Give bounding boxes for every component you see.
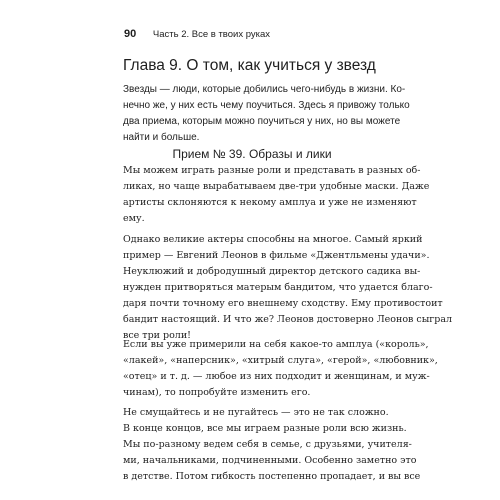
paragraph-4-cont — [123, 469, 421, 485]
text-line: «отец» и т. д. — любое из них подходит и женщинам, и муж- — [123, 371, 430, 382]
running-header — [124, 28, 270, 40]
text-line: «лакей», «наперсник», «хитрый слуга», «герой», «любовник», — [123, 355, 438, 366]
text-line: В конце концов, все мы играем разные роли всю жизнь. — [123, 423, 407, 434]
text-line: два приема, которым можно поучиться у них, но вы можете — [123, 116, 401, 127]
text-line: Не смущайтесь и не пугайтесь — это не так сложно. — [123, 407, 389, 418]
text-line: даря почти точному его внешнему сходству. Ему противостоит — [123, 298, 443, 309]
paragraph-2 — [123, 232, 453, 344]
text-line: Неуклюжий и добродушный директор детского садика вы- — [123, 266, 421, 277]
text-line: Звезды — люди, которые добились чего-нибудь в жизни. Ко- — [123, 84, 406, 95]
text-line: нужден притворяться матерым бандитом, что удается благо- — [123, 282, 433, 293]
text-line: все три роли! — [123, 330, 191, 341]
paragraph-1 — [123, 163, 430, 227]
text-line: пример — Евгений Леонов в фильме «Джентльмены удачи». — [123, 250, 430, 261]
intro-paragraph — [123, 82, 410, 146]
chapter-title: Глава 9. О том, как учиться у звезд — [123, 57, 376, 74]
text-line: чинам), то попробуйте изменить его. — [123, 387, 311, 398]
text-line: ми, начальниками, подчиненными. Особенно заметно это — [123, 455, 417, 466]
technique-title: Прием № 39. Образы и лики — [172, 147, 332, 161]
part-title: Часть 2. Все в твоих руках — [152, 29, 271, 40]
text-line: ему. — [123, 213, 145, 224]
page-number: 90 — [124, 28, 137, 40]
text-line: найти и больше. — [123, 132, 200, 143]
text-line: Мы можем играть разные роли и представать в разных об- — [123, 165, 421, 176]
text-line: Если вы уже примерили на себя какое-то амплуа («король», — [123, 339, 429, 350]
paragraph-4 — [123, 405, 417, 469]
text-line: ликах, но чаще вырабатываем две-три удобные маски. Даже — [123, 181, 430, 192]
text-line: Однако великие актеры способны на многое. Самый яркий — [123, 234, 423, 245]
text-line: артисты склоняются к некому амплуа и уже не изменяют — [123, 197, 417, 208]
text-line: бандит настоящий. И что же? Леонов достоверно Леонов сыграл — [123, 314, 453, 325]
paragraph-3 — [123, 337, 438, 401]
text-line: в детстве. Потом гибкость постепенно пропадает, и вы все — [123, 471, 421, 482]
text-line: нечно же, у них есть чему поучиться. Здесь я привожу только — [123, 100, 410, 111]
text-line: Мы по-разному ведем себя в семье, с друзьями, учителя- — [123, 439, 412, 450]
